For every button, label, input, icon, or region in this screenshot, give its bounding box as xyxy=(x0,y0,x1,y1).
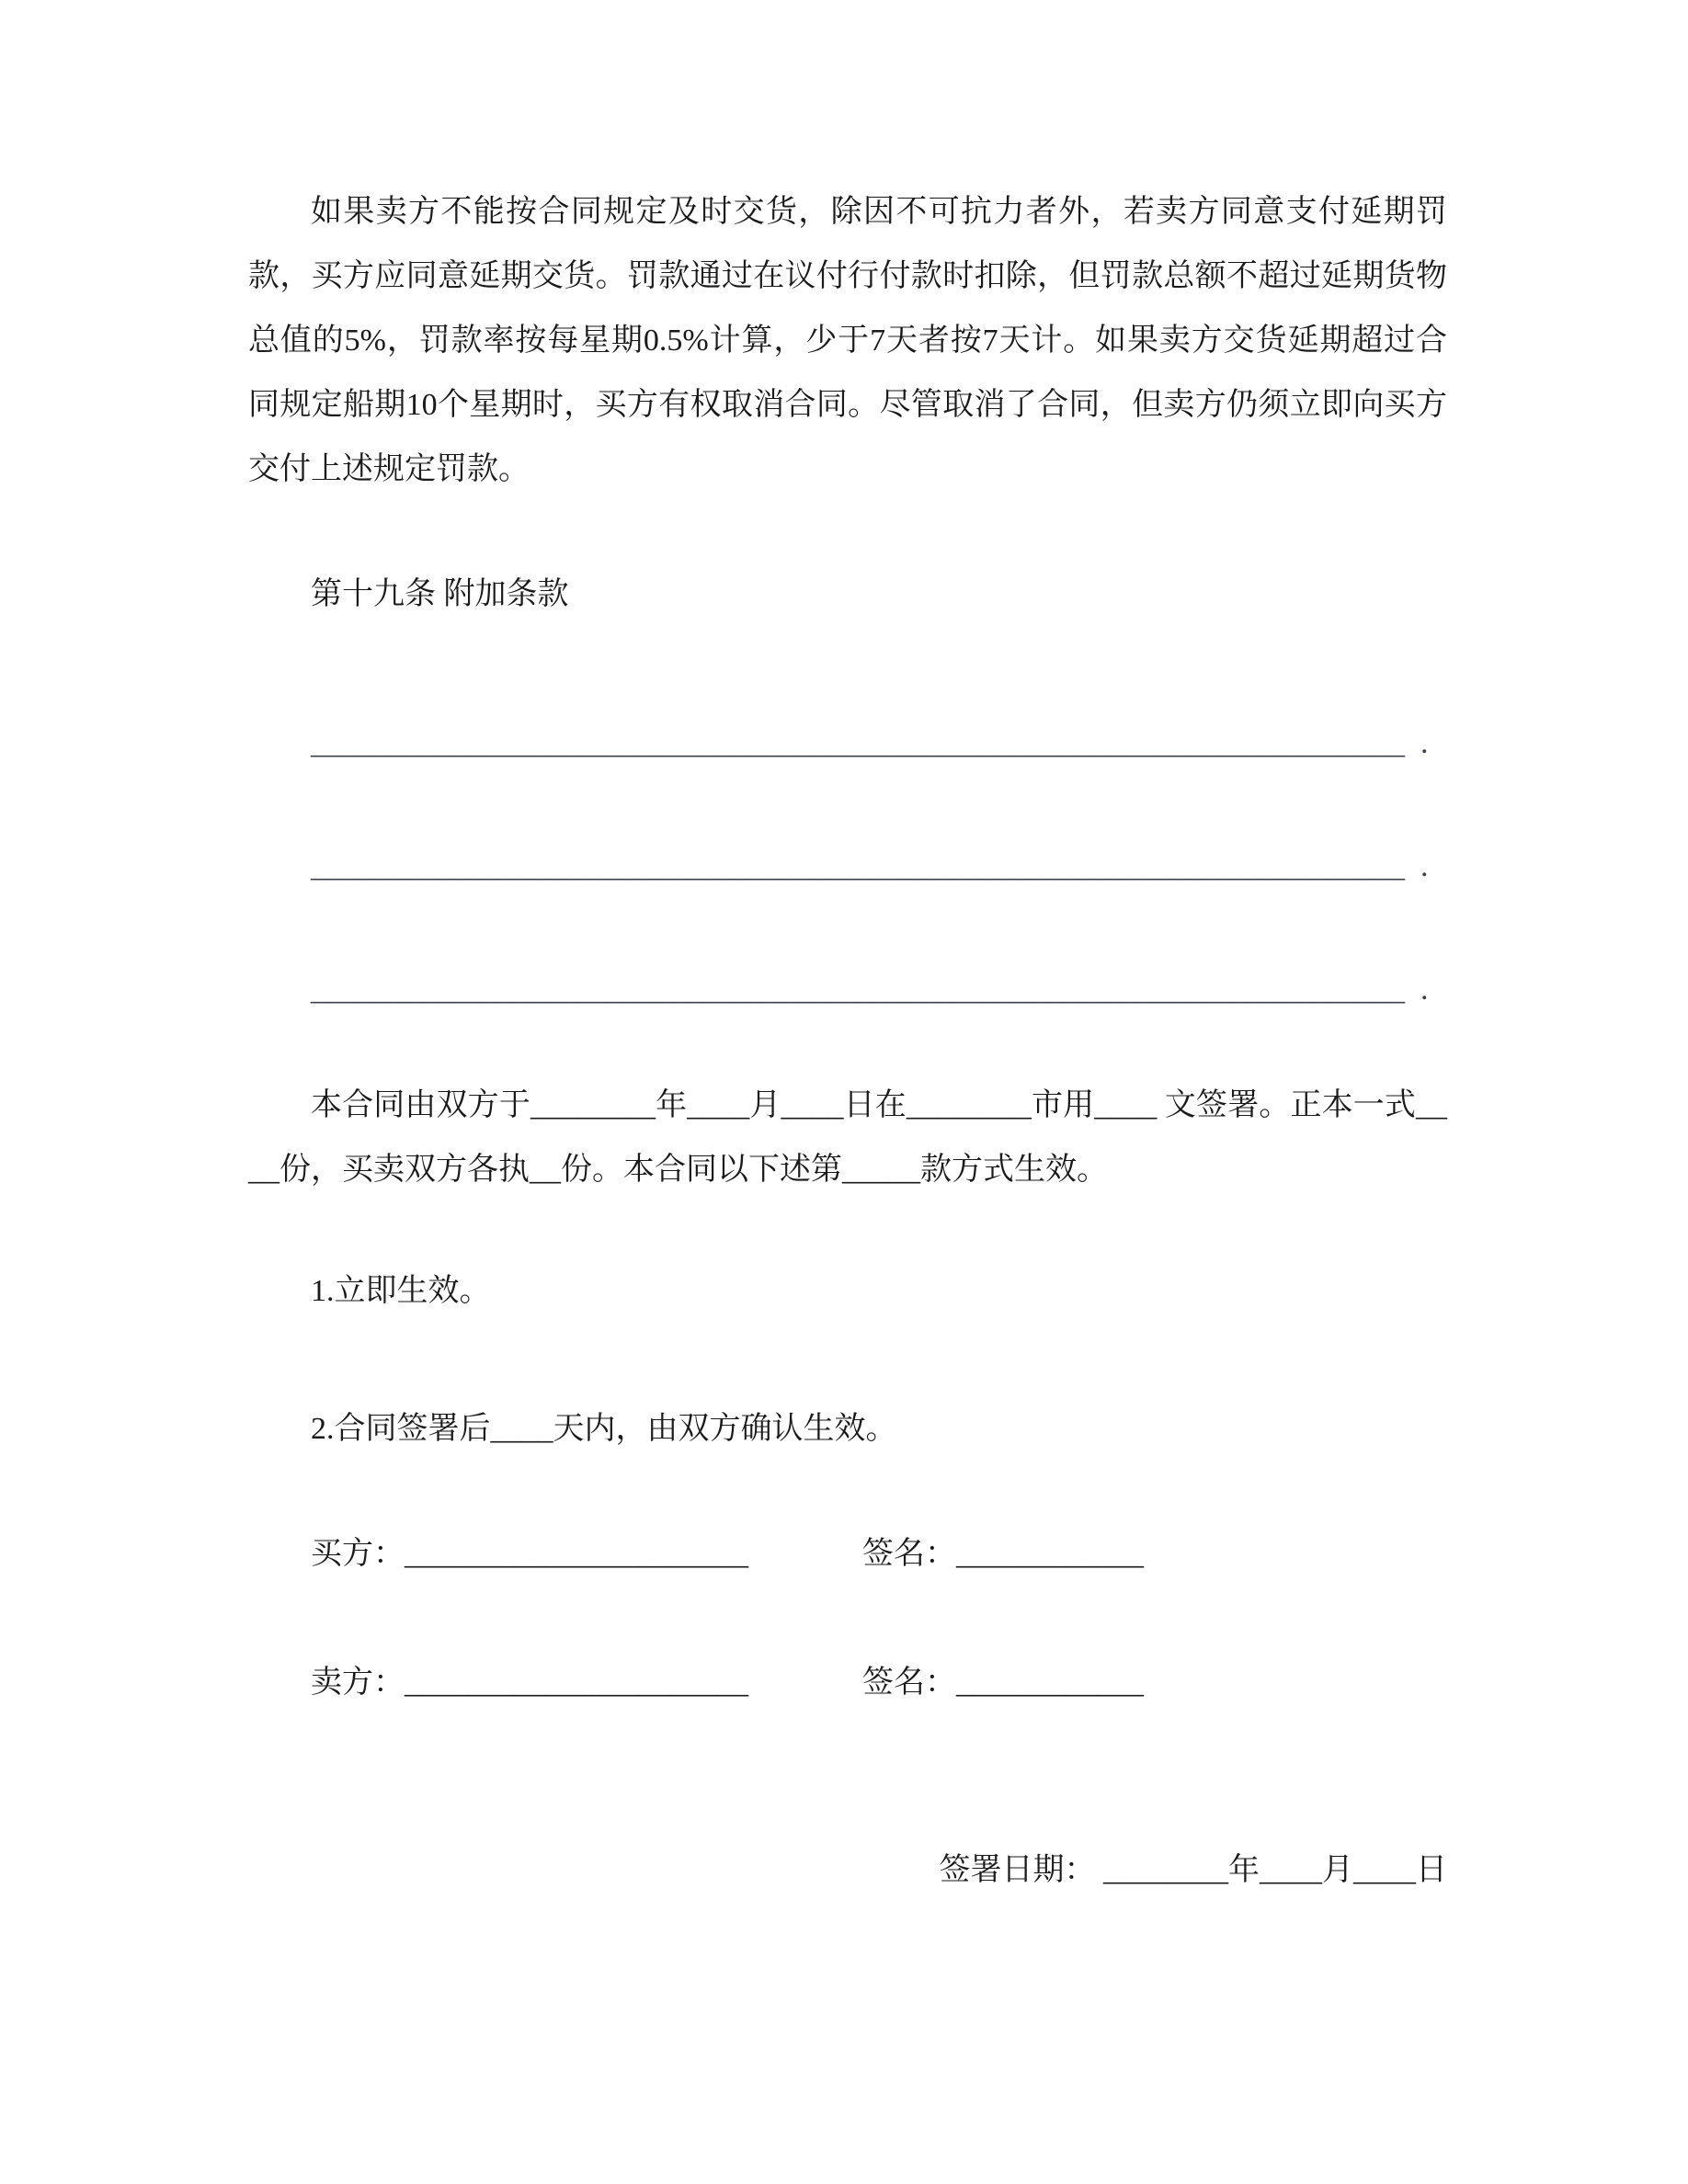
signing-clause-paragraph: 本合同由双方于________年____月____日在________市用____ 文签署。正本一式____份，买卖双方各执__份。本合同以下述第_____款方式生效。 xyxy=(248,1088,1447,1187)
seller-signature-row xyxy=(248,1651,1447,1715)
seller-sign-line: 签名：____________ xyxy=(862,1666,1144,1700)
clause-19-heading: 第十九条 附加条款 xyxy=(311,577,569,611)
additional-terms-blank-line-1: ______________________________________________________________________ . xyxy=(311,726,1429,760)
penalty-clause-paragraph: 如果卖方不能按合同规定及时交货，除因不可抗力者外，若卖方同意支付延期罚款，买方应同意延期交货。罚款通过在议付行付款时扣除，但罚款总额不超过延期货物总值的5%，罚款率按每星期0.5%计算，少于7天者按7天计。如果卖方交货延期超过合同规定船期10个星期时，买方有权取消合同。尽管取消了合同，但卖方仍须立即向买方交付上述规定罚款。 xyxy=(248,195,1447,486)
seller-name-line: 卖方：______________________ xyxy=(311,1666,748,1700)
buyer-name-line: 买方：______________________ xyxy=(311,1537,748,1571)
additional-terms-blank-line-3: ______________________________________________________________________ . xyxy=(311,973,1429,1007)
effective-option-1: 1.立即生效。 xyxy=(311,1274,491,1308)
buyer-signature-row xyxy=(248,1522,1447,1587)
effective-option-2: 2.合同签署后____天内，由双方确认生效。 xyxy=(311,1412,897,1446)
signing-date-line: 签署日期： ________年____月____日 xyxy=(939,1853,1447,1887)
additional-terms-blank-line-2: ______________________________________________________________________ . xyxy=(311,849,1429,883)
buyer-sign-line: 签名：____________ xyxy=(862,1537,1144,1571)
